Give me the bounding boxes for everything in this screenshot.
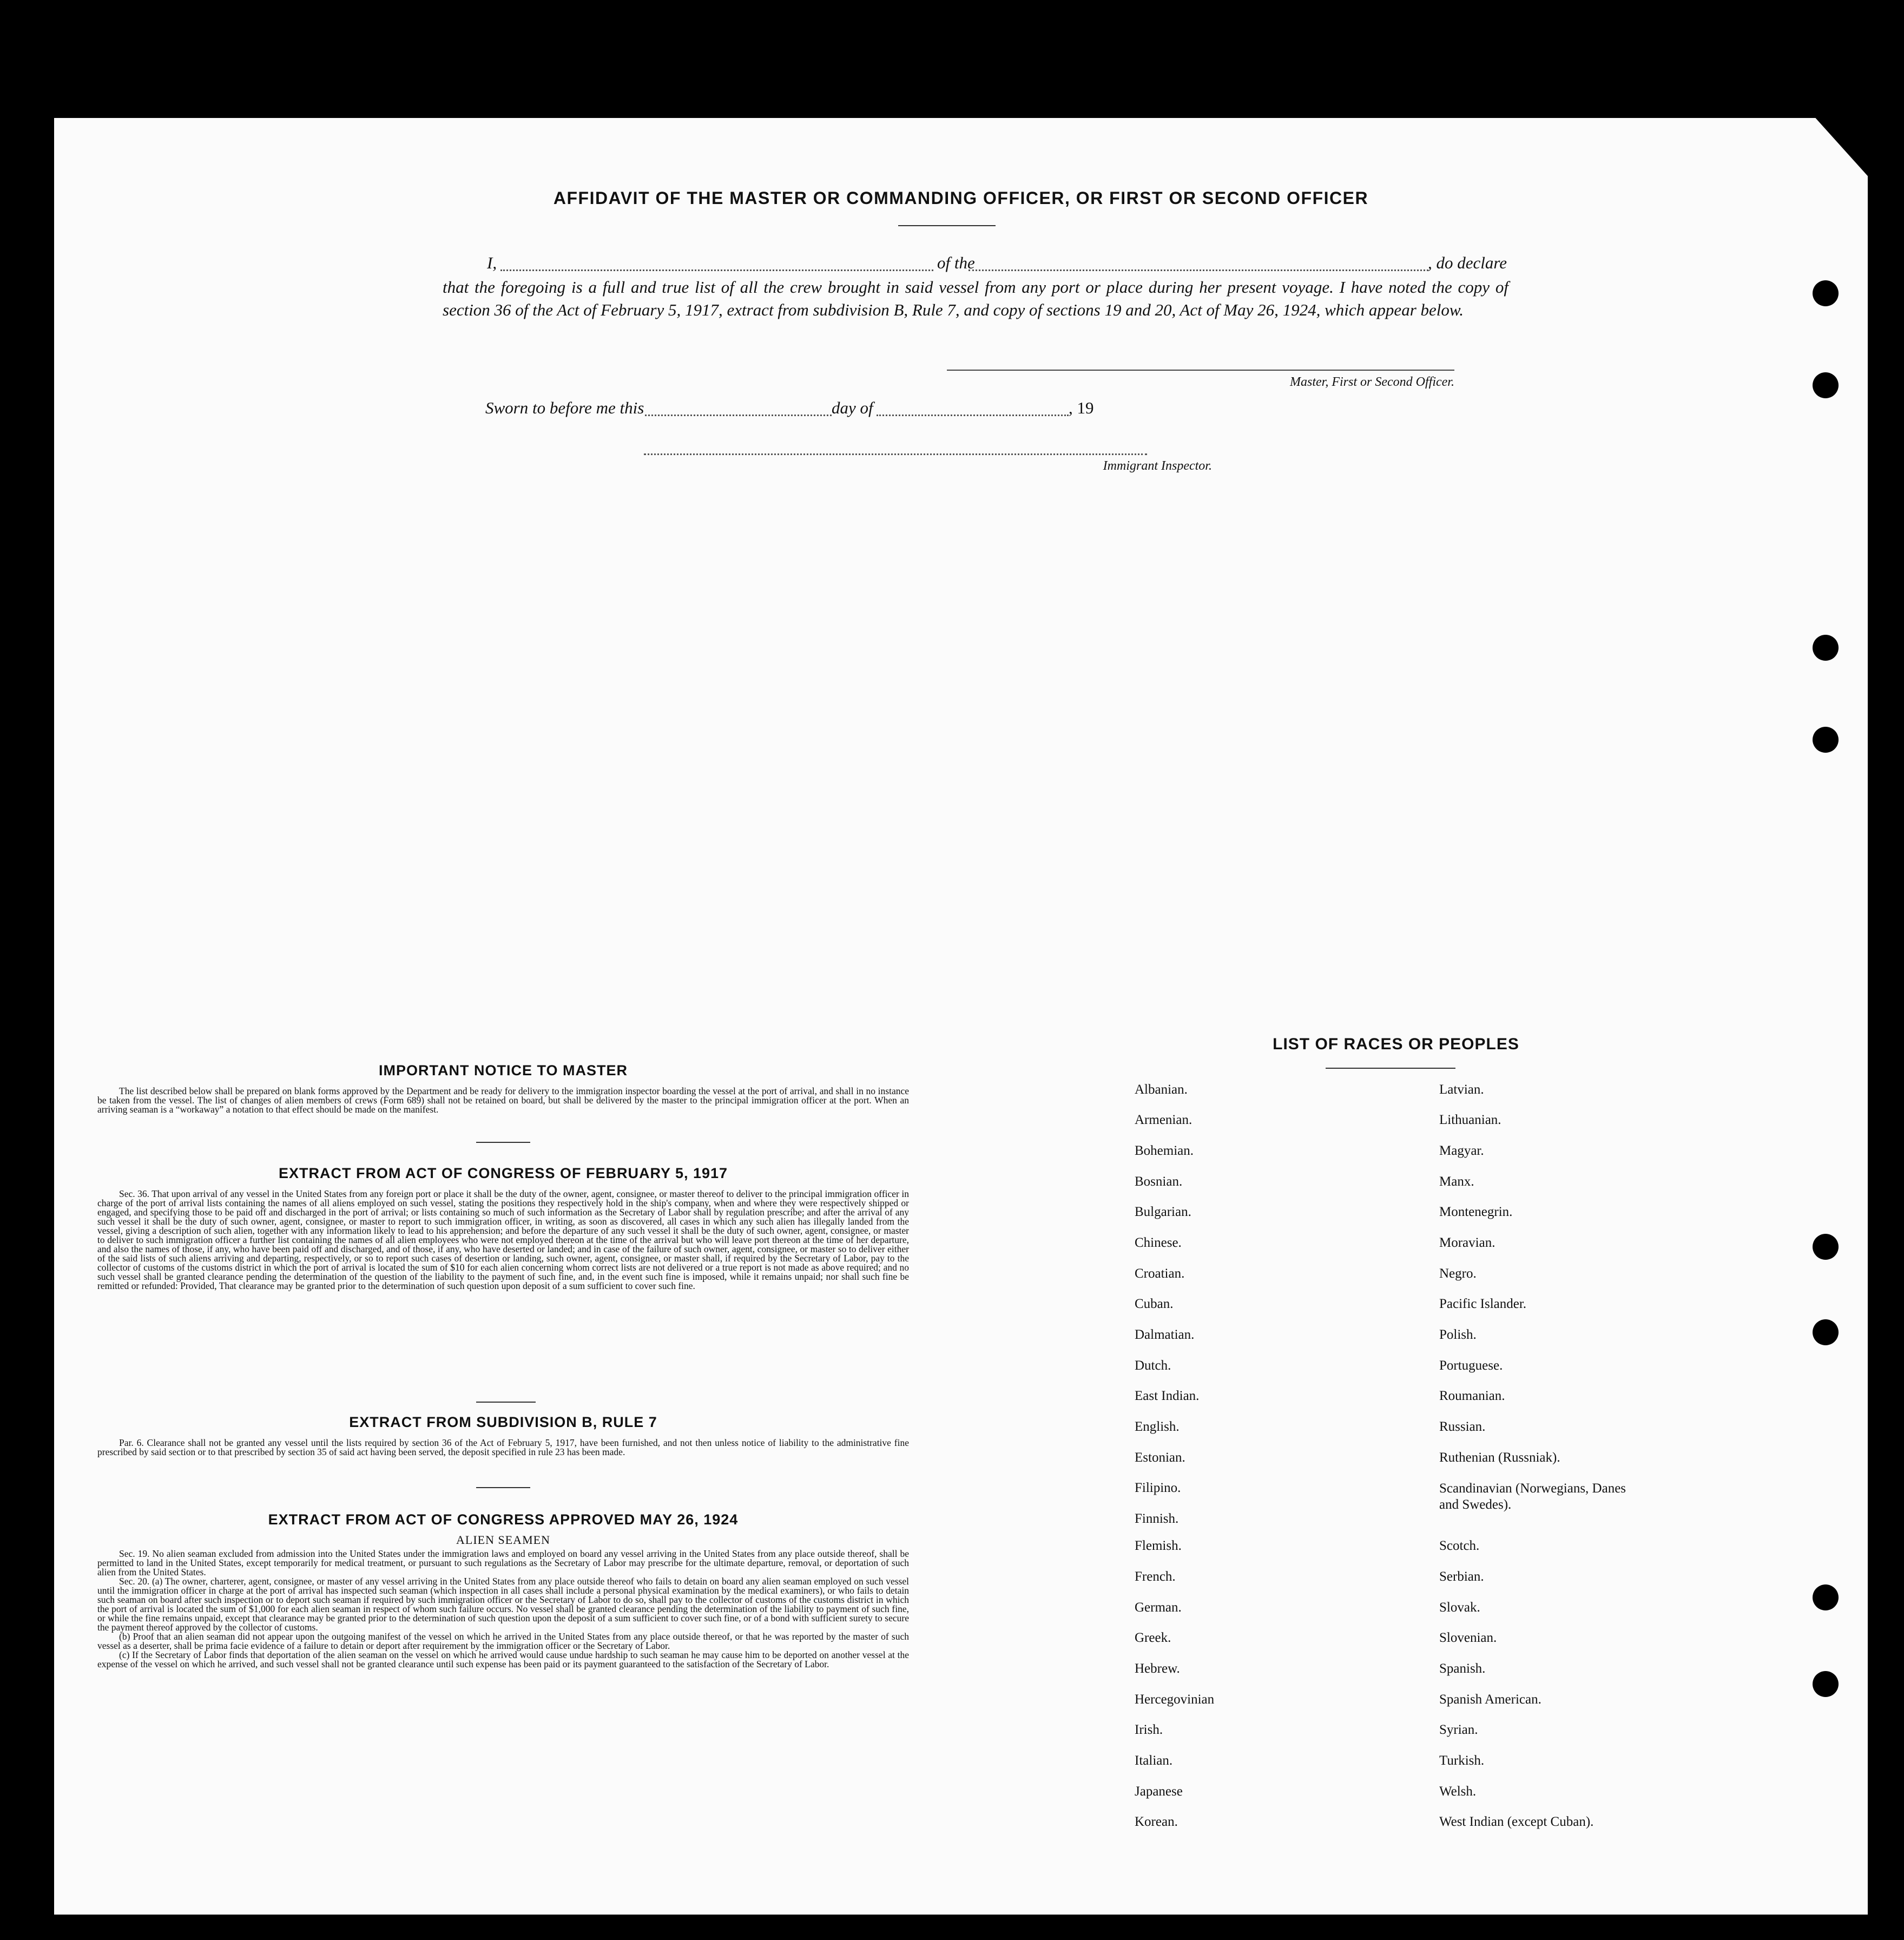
race-left: French. [1135,1569,1176,1584]
race-right: Pacific Islander. [1439,1297,1527,1311]
section-rule [476,1142,530,1143]
race-right: Portuguese. [1439,1358,1503,1373]
race-left: Dalmatian. [1135,1327,1195,1342]
race-left: Korean. [1135,1814,1178,1829]
race-right: Lithuanian. [1439,1113,1501,1127]
race-right: Magyar. [1439,1143,1484,1158]
race-right: Welsh. [1439,1784,1477,1799]
race-left: Bosnian. [1135,1174,1183,1189]
race-left: Greek. [1135,1630,1171,1645]
notice-title: IMPORTANT NOTICE TO MASTER [379,1062,628,1078]
race-left: Japanese [1135,1784,1183,1799]
binder-hole [1813,1584,1839,1610]
race-left: East Indian. [1135,1389,1200,1403]
race-right: West Indian (except Cuban). [1439,1814,1594,1829]
sec-19-paragraph: Sec. 19. No alien seaman excluded from admission into the United States under the immigration laws and employed on board any vessel arriving in the United States from any place outside thereof, shall be permitted to land in the United States, except temporarily for medical treatment, or pursuant to such regulations as the Secretary of Labor may prescribe for the ultimate departure, removal, or deportation of such alien from the United States. [97,1548,909,1577]
race-left: Flemish. [1135,1538,1182,1553]
race-right: Turkish. [1439,1753,1485,1768]
binder-hole [1813,372,1839,398]
races-title: LIST OF RACES OR PEOPLES [1273,1035,1519,1053]
race-right: Syrian. [1439,1722,1478,1737]
race-right: Scotch. [1439,1538,1480,1553]
race-left: Hercegovinian [1135,1692,1215,1707]
do-declare-label: , do declare [1427,253,1507,272]
race-left: Albanian. [1135,1082,1188,1097]
races-title-rule [1326,1068,1455,1069]
year-prefix: , 19 [1069,398,1094,417]
race-right: Scandinavian (Norwegians, Danes and Swedes). [1439,1481,1626,1512]
alien-seamen-subtitle: ALIEN SEAMEN [456,1533,550,1547]
race-left: Bulgarian. [1135,1205,1191,1219]
binder-hole [1813,635,1839,661]
extract-1924-body [97,1549,909,1669]
race-right: Spanish. [1439,1661,1486,1676]
extract-1917-title: EXTRACT FROM ACT OF CONGRESS OF FEBRUARY 5, 1917 [278,1165,728,1181]
binder-hole [1813,1671,1839,1697]
inspector-label: Immigrant Inspector. [1103,459,1212,473]
notice-paragraph: The list described below shall be prepared on blank forms approved by the Department and be ready for delivery to the immigration inspector boarding the vessel at the port of arrival, and shall in no instance be taken from the vessel. The list of changes of alien members of crews (Form 689) shall not be retained on board, but shall be delivered by the master to the principal immigration officer at the port. When an arriving seaman is a “workaway” a notation to that effect should be made on the manifest. [97,1086,909,1115]
form-page [54,118,1868,1915]
extract-1924-title: EXTRACT FROM ACT OF CONGRESS APPROVED MAY 26, 1924 [268,1511,739,1528]
binder-hole [1813,280,1839,306]
race-right: Slovenian. [1439,1630,1497,1645]
race-left: Chinese. [1135,1235,1182,1250]
race-left: Bohemian. [1135,1143,1194,1158]
binder-hole [1813,727,1839,753]
master-signature-label: Master, First or Second Officer. [1290,375,1454,389]
race-left: Armenian. [1135,1113,1193,1127]
rule7-title: EXTRACT FROM SUBDIVISION B, RULE 7 [349,1414,657,1430]
race-left: Croatian. [1135,1266,1185,1281]
notice-body [97,1087,909,1114]
race-right: Polish. [1439,1327,1477,1342]
extract-1917-body [97,1189,909,1291]
race-right: Russian. [1439,1419,1486,1434]
declaration-text: that the foregoing is a full and true list of all the crew brought in said vessel from any port or place during her present voyage. I have noted the copy of section 36 of the Act of February 5, 1917, extract from subdivision B, Rule 7, and copy of sections 19 and 20, Act of May 26, 1924, which appear below. [443,278,1508,319]
race-left: Irish. [1135,1722,1163,1737]
race-right: Manx. [1439,1174,1474,1189]
section-rule [476,1402,536,1403]
title-rule [898,225,996,226]
race-left: English. [1135,1419,1180,1434]
section-rule [476,1487,530,1488]
race-right: Roumanian. [1439,1389,1505,1403]
race-left: Hebrew. [1135,1661,1180,1676]
name-field[interactable] [500,269,933,271]
binder-hole [1813,1319,1839,1345]
inspector-signature-line[interactable] [644,453,1147,455]
vessel-field[interactable] [969,269,1428,271]
master-signature-line[interactable] [947,370,1454,371]
binder-hole [1813,1234,1839,1260]
sec-36-paragraph: Sec. 36. That upon arrival of any vessel in the United States from any foreign port or place it shall be the duty of the owner, agent, consignee, or master thereof to deliver to the principal immigration officer in charge of the port of arrival lists containing the names of all aliens employed on such vessel, stating the positions they respectively hold in the ship's company, when and where they were respectively shipped or engaged, and specifying those to be paid off and discharged in the port of arrival; or lists containing so much of such information as the Secretary of Labor shall by regulation prescribe; and after the arrival of any such vessel it shall be the duty of such owner, agent, consignee, or master to report to such immigration officer, in writing, as soon as discovered, all cases in which any such alien has illegally landed from the vessel, giving a description of such alien, together with any information likely to lead to his apprehension; and before the departure of any such vessel it shall be the duty of such owner, agent, consignee, or master to deliver to such immigration officer a further list containing the names of all alien employees who were not employed thereon at the time of the arrival but who will leave port thereon at the time of her departure, and also the names of those, if any, who have been paid off and discharged, and of those, if any, who have deserted or landed; and in case of the failure of such owner, agent, consignee, or master so to deliver either of the said lists of such aliens arriving and departing, respectively, or so to report such cases of desertion or landing, such owner, agent, consignee, or master shall, if required by the Secretary of Labor, pay to the collector of customs of the customs district in which the port of arrival is located the sum of $10 for each alien concerning whom correct lists are not delivered or a true report is not made as above required; and no such vessel shall be granted clearance pending the determination of the question of the liability to the payment of such fine, and, in the event such fine is imposed, while it remains unpaid; nor shall such fine be remitted or refunded: Provided, That clearance may be granted prior to the determination of such question upon deposit of a sum sufficient to cover such fine. [97,1188,909,1291]
par-6-paragraph: Par. 6. Clearance shall not be granted any vessel until the lists required by section 36 of the Act of February 5, 1917, have been furnished, and not then unless notice of liability to the administrative fine prescribed by said section or to that prescribed by section 35 of said act having been served, the deposit specified in rule 23 has been made. [97,1437,909,1457]
race-right: Moravian. [1439,1235,1495,1250]
sworn-day-field[interactable] [645,415,832,416]
race-right: Negro. [1439,1266,1477,1281]
race-left: German. [1135,1600,1182,1615]
race-left: Italian. [1135,1753,1173,1768]
race-right: Spanish American. [1439,1692,1541,1707]
sec-20a-paragraph: Sec. 20. (a) The owner, charterer, agent, consignee, or master of any vessel arriving in the United States from any place outside thereof who fails to detain on board any alien seaman employed on such vessel until the immigration officer in charge at the port of arrival has inspected such seaman (which inspection in all cases shall include a personal physical examination by the medical examiners), or who fails to detain such seaman on board after such inspection or to deport such seaman if required by such immigration officer or the Secretary of Labor to do so, shall pay to the collector of customs of the customs district in which the port of arrival is located the sum of $1,000 for each alien seaman in respect of whom such failure occurs. No vessel shall be granted clearance pending the determination of the liability to payment of such fine, or while the fine remains unpaid, except that clearance may be granted prior to the determination of such question upon the deposit of a sum sufficient to cover such fine, or of a bond with sufficient surety to secure the payment thereof approved by the collector of customs. [97,1576,909,1633]
i-label: I, [487,253,497,272]
race-right: Slovak. [1439,1600,1480,1615]
rule7-body [97,1438,909,1457]
race-left: Cuban. [1135,1297,1174,1311]
race-left: Dutch. [1135,1358,1171,1373]
race-right: Montenegrin. [1439,1205,1513,1219]
race-left: Filipino. [1135,1481,1181,1495]
race-left: Finnish. [1135,1511,1179,1526]
of-the-label: of the [937,253,975,272]
sworn-month-field[interactable] [877,415,1069,416]
torn-corner [1806,115,1871,180]
race-right: Serbian. [1439,1569,1484,1584]
affidavit-title: AFFIDAVIT OF THE MASTER OR COMMANDING OFFICER, OR FIRST OR SECOND OFFICER [553,188,1369,208]
race-left: Estonian. [1135,1450,1185,1465]
day-of-text: day of [832,398,873,417]
race-right: Ruthenian (Russniak). [1439,1450,1560,1465]
race-right: Latvian. [1439,1082,1484,1097]
sec-20c-paragraph: (c) If the Secretary of Labor finds that deportation of the alien seaman on the vessel on which he arrived would cause undue hardship to such seaman he may cause him to be deported on another vessel at the expense of the vessel on which he arrived, and such vessel shall not be granted clearance until such expense has been paid or its payment guaranteed to the satisfaction of the Secretary of Labor. [97,1649,909,1669]
sworn-text: Sworn to before me this [485,398,644,417]
sec-20b-paragraph: (b) Proof that an alien seaman did not appear upon the outgoing manifest of the vessel on which he arrived in the United States from any place outside thereof, or that he was reported by the master of such vessel as a deserter, shall be prima facie evidence of a failure to detain or deport after requirement by the immigration officer or the Secretary of Labor. [97,1631,909,1651]
